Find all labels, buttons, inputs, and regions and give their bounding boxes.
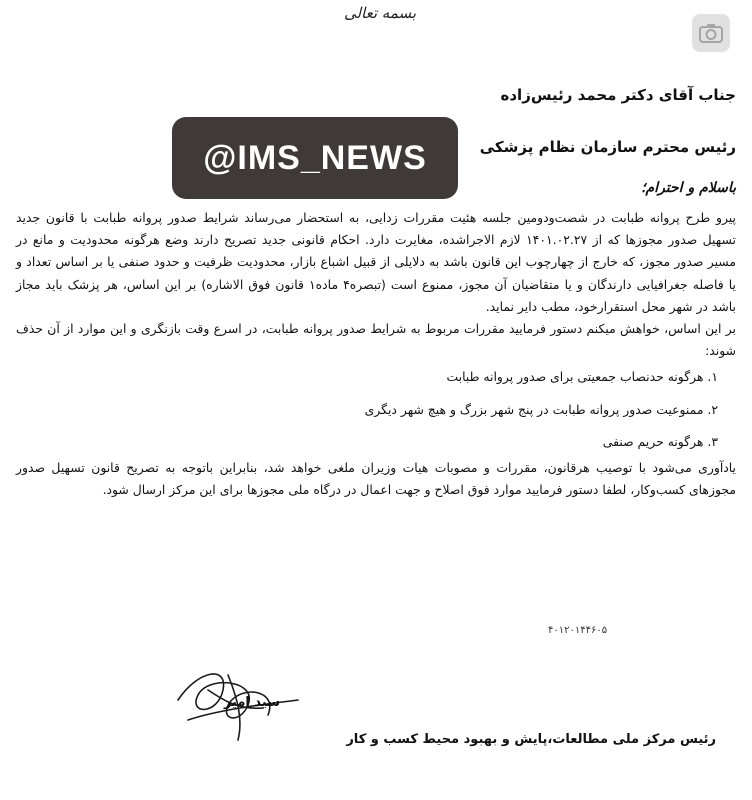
invocation-heading: بسمه تعالی [343,4,417,22]
camera-logo-icon [692,14,730,52]
addressee-title: رئیس محترم سازمان نظام پزشکی [479,138,736,156]
reference-number: ۴۰۱۲۰۱۴۴۶۰۵ [548,625,608,636]
removal-list [16,366,736,453]
list-item: ۱. هرگونه حدنصاب جمعیتی برای صدور پروانه طبابت [446,369,718,385]
letter-body [16,207,736,501]
signer-title: رئیس مرکز ملی مطالعات،پایش و بهبود محیط کسب و کار [346,732,716,747]
body-paragraph-1: پیرو طرح پروانه طبابت در شصت‌ودومین جلسه هئیت مقررات زدایی، به استحضار می‌رساند شرایط صدور پروانه طبابت با قانون جدید تسهیل صدور مجوزها که از ۱۴۰۱.۰۲.۲۷ لازم الاجراشده، مغایرت دارد. احکام قانونی جدید تصریح دارند وضع هرگونه محدودیت و مانع در مسیر صدور مجوز، که خارج از چهارچوب این قانون باشد به دلایلی از قبیل اشباع بازار، محدودیت ظرفیت و حدود صنفی یا بر اساس تعداد و یا فاصله جغرافیایی دارندگان و یا متقاضیان آن مجوز، ممنوع است (تبصره۴ ماده۱ قانون فوق الاشاره) بر این اساس، هر پزشک باید مجاز باشد در شهر محل استقرارخود، مطب دایر نماید. [16,210,736,314]
body-paragraph-2: بر این اساس، خواهش میکنم دستور فرمایید مقررات مربوط به شرایط صدور پروانه طبابت، در اسرع وقت بازنگری و این موارد از آن حذف شوند: [16,321,736,359]
signer-name: سید امیر [223,695,280,710]
list-item: ۳. هرگونه حریم صنفی [602,433,718,449]
addressee-name: جناب آقای دکتر محمد رئیس‌زاده [500,86,736,104]
body-paragraph-3: یادآوری می‌شود با توصیب هرقانون، مقررات و مصوبات هیات وزیران ملغی خواهد شد، بنابراین باتوجه به تصریح قانون تسهیل صدور مجوزهای کسب‌وکار، لطفا دستور فرمایید موارد فوق اصلاح و جهت اعمال در درگاه ملی مجوزها برای این مرکز ارسال شود. [16,460,736,498]
salutation: باسلام و احترام؛ [641,180,736,196]
watermark-badge: @IMS_NEWS [172,117,458,199]
list-item: ۲. ممنوعیت صدور پروانه طبابت در پنج شهر بزرگ و هیچ شهر دیگری [364,401,718,417]
